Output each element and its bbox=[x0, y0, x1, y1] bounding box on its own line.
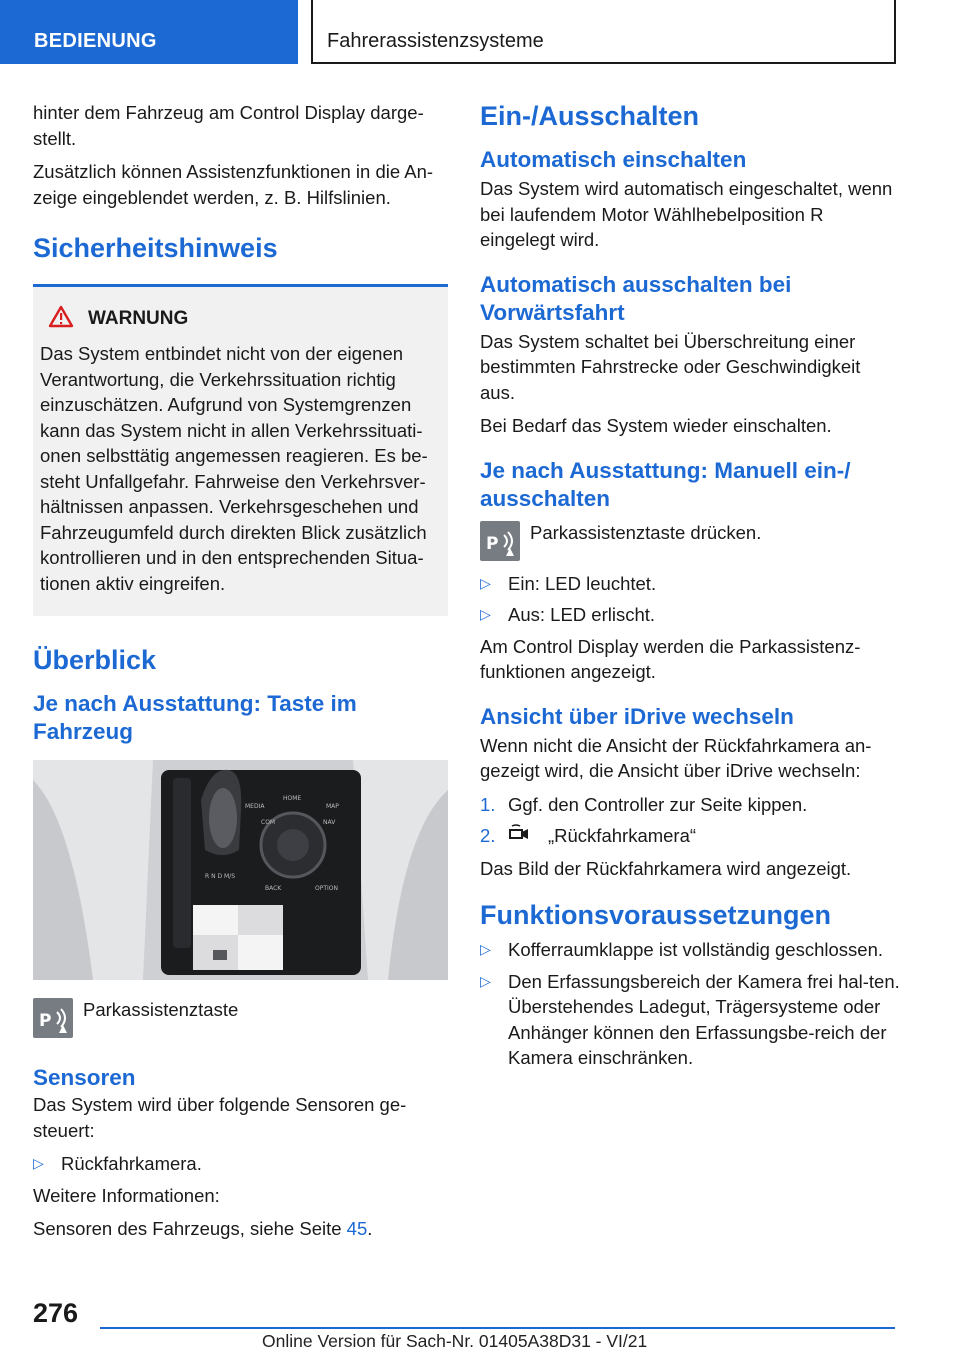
list-item bbox=[33, 1151, 448, 1177]
manual-step-text: Parkassistenztaste drücken. bbox=[530, 521, 762, 543]
step-number: 2. bbox=[480, 825, 496, 846]
warning-box bbox=[33, 284, 448, 616]
park-assist-key-label: Parkassistenztaste bbox=[83, 999, 239, 1020]
bullet-marker: ▷ bbox=[33, 1155, 44, 1171]
auto-off-text-1: Das System schaltet bei Überschreitung einer bestimmten Fahrstrecke oder Geschwindigkeit aus. bbox=[480, 330, 861, 403]
bullet-marker: ▷ bbox=[480, 941, 491, 957]
step-number: 1. bbox=[480, 793, 496, 815]
warning-header bbox=[40, 305, 440, 333]
manual-heading: Je nach Ausstattung: Manuell ein-/ ausschalten bbox=[480, 457, 851, 511]
auto-off-text-2: Bei Bedarf das System wieder einschalten. bbox=[480, 415, 832, 436]
list-item bbox=[480, 571, 900, 597]
auto-off-heading: Automatisch ausschalten bei Vorwärtsfahrt bbox=[480, 271, 792, 325]
right-column bbox=[480, 100, 900, 1077]
list-item bbox=[480, 969, 900, 1071]
step-text: „Rückfahrkamera“ bbox=[548, 825, 697, 846]
park-assist-key-icon bbox=[33, 998, 73, 1038]
list-item bbox=[480, 823, 900, 850]
footer-text: Online Version für Sach-Nr. 01405A38D31 - VI/21 bbox=[262, 1331, 648, 1351]
list-item bbox=[480, 792, 900, 818]
sensor-item: Rückfahrkamera. bbox=[61, 1153, 202, 1174]
chapter-title bbox=[311, 0, 896, 64]
back-key-label: BACK bbox=[265, 885, 282, 892]
warning-triangle-icon bbox=[48, 305, 74, 333]
media-key-label: MEDIA bbox=[245, 803, 265, 810]
requirement-item: Den Erfassungsbereich der Kamera frei hal-ten. Überstehendes Ladegut, Trägersysteme oder Anhänger können den Erfassungsbe-reich der Kamera einschränken. bbox=[508, 970, 900, 1068]
manual-item-off: Aus: LED erlischt. bbox=[508, 604, 656, 625]
manual-item-on: Ein: LED leuchtet. bbox=[508, 572, 657, 594]
warning-text: Das System entbindet nicht von der eigenen Verantwortung, die Verkehrssituation richtig einzuschätzen. Aufgrund von Systemgrenzen kann das System nicht in allen Verkehrssituati-onen selbsttätig angemessen reagieren. Es be-steht Unfallgefahr. Fahrweise den Verkehrsver-hältnissen anpassen. Verkehrsgeschehen und Fahrzeugumfeld durch direkten Blick zusätzlich kontrollieren und in den entsprechenden Situa-tionen aktiv eingreifen. bbox=[40, 343, 428, 594]
page-reference-link[interactable]: 45 bbox=[346, 1218, 368, 1239]
chapter-title-text: Fahrerassistenzsysteme bbox=[327, 30, 544, 52]
center-console-photo bbox=[33, 760, 448, 980]
more-info-label: Weitere Informationen: bbox=[33, 1184, 220, 1206]
manual-step bbox=[480, 521, 900, 561]
reference-text: Sensoren des Fahrzeugs, siehe Seite bbox=[33, 1218, 342, 1239]
requirements-heading: Funktionsvoraussetzungen bbox=[480, 900, 832, 930]
footer-divider bbox=[100, 1327, 895, 1329]
list-item bbox=[480, 602, 900, 628]
home-key-label: HOME bbox=[283, 795, 302, 802]
requirement-item: Kofferraumklappe ist vollständig geschlossen. bbox=[508, 939, 884, 960]
safety-heading: Sicherheitshinweis bbox=[33, 233, 278, 263]
gear-positions-label: R N D M/S bbox=[205, 873, 236, 880]
idrive-text: Wenn nicht die Ansicht der Rückfahrkamera an-gezeigt wird, die Ansicht über iDrive wechseln: bbox=[480, 734, 872, 781]
section-tab: BEDIENUNG bbox=[0, 0, 298, 64]
rear-camera-icon bbox=[508, 823, 534, 850]
svg-text:P: P bbox=[39, 1011, 52, 1031]
bullet-marker: ▷ bbox=[480, 606, 491, 622]
button-heading: Je nach Ausstattung: Taste im Fahrzeug bbox=[33, 691, 357, 744]
idrive-after-text: Das Bild der Rückfahrkamera wird angezeigt. bbox=[480, 857, 852, 879]
bullet-marker: ▷ bbox=[480, 972, 491, 989]
park-assist-key-icon bbox=[480, 521, 520, 561]
map-key-label: MAP bbox=[326, 803, 339, 810]
step-text: Ggf. den Controller zur Seite kippen. bbox=[508, 793, 808, 815]
left-column bbox=[33, 100, 448, 1250]
manual-after-text: Am Control Display werden die Parkassistenz-funktionen angezeigt. bbox=[480, 635, 861, 682]
onoff-heading: Ein-/Ausschalten bbox=[480, 101, 700, 131]
list-item bbox=[480, 937, 900, 963]
page-number: 276 bbox=[33, 1298, 79, 1328]
nav-key-label: NAV bbox=[323, 819, 336, 826]
reference-end: . bbox=[367, 1218, 373, 1239]
bullet-marker: ▷ bbox=[480, 574, 491, 591]
auto-on-heading: Automatisch einschalten bbox=[480, 147, 747, 172]
intro-paragraph-1: hinter dem Fahrzeug am Control Display darge-stellt. bbox=[33, 102, 424, 149]
park-assist-key-legend bbox=[33, 998, 448, 1038]
intro-paragraph-2: Zusätzlich können Assistenzfunktionen in die An-zeige eingeblendet werden, z. B. Hilfslinien. bbox=[33, 161, 434, 208]
option-key-label: OPTION bbox=[315, 885, 338, 892]
sensors-heading: Sensoren bbox=[33, 1065, 136, 1090]
overview-heading: Überblick bbox=[33, 645, 157, 675]
cross-reference bbox=[33, 1216, 448, 1242]
sensors-text: Das System wird über folgende Sensoren ge-steuert: bbox=[33, 1094, 407, 1141]
idrive-heading: Ansicht über iDrive wechseln bbox=[480, 703, 794, 729]
warning-title: WARNUNG bbox=[88, 308, 189, 329]
svg-text:P: P bbox=[486, 533, 499, 554]
com-key-label: COM bbox=[261, 819, 276, 826]
auto-on-text: Das System wird automatisch eingeschaltet, wenn bei laufendem Motor Wählhebelposition R eingelegt wird. bbox=[480, 178, 893, 250]
